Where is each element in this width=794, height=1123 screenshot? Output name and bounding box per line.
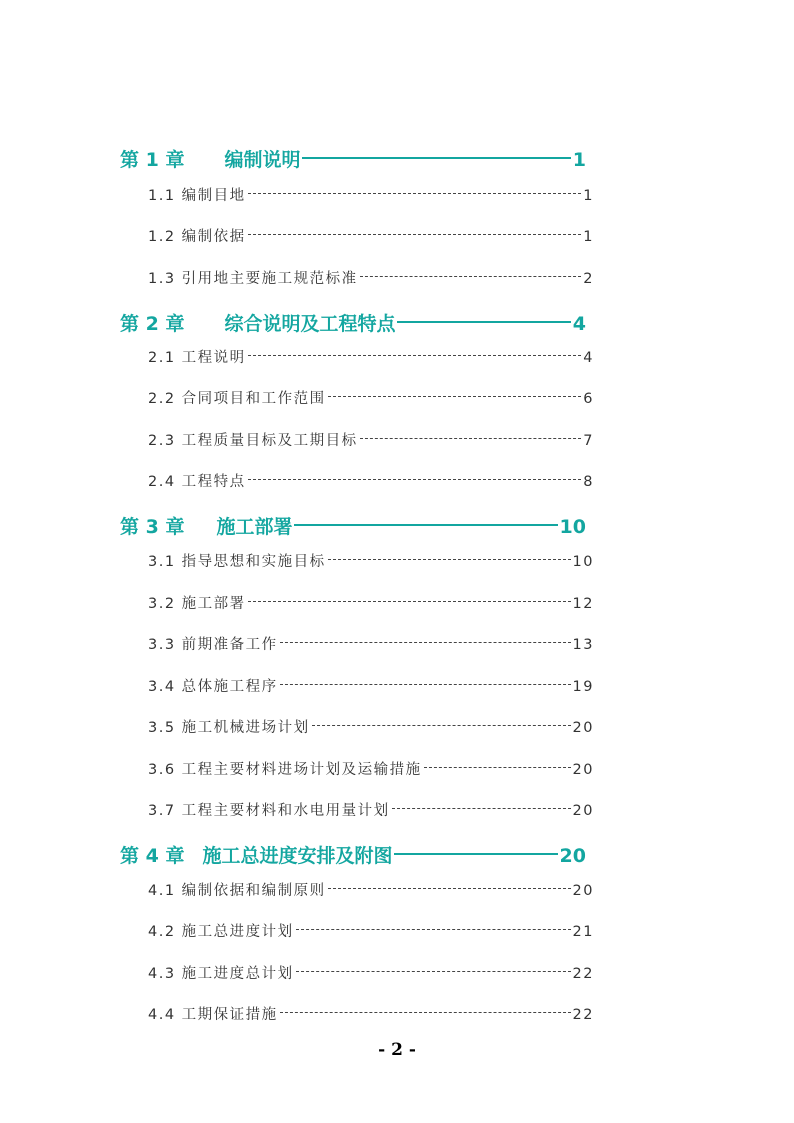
chapter-number: 第 3 章 — [120, 516, 185, 538]
dot-leader — [248, 479, 582, 480]
page-ref: 8 — [583, 474, 594, 490]
page-ref: 19 — [572, 679, 594, 695]
dot-leader — [294, 524, 557, 526]
toc-section-entry[interactable] — [148, 799, 594, 820]
dot-leader — [296, 971, 571, 972]
section-title: 3.4 总体施工程序 — [148, 679, 278, 695]
dot-leader — [312, 725, 571, 726]
chapter-heading — [120, 512, 292, 539]
dot-leader — [328, 888, 571, 889]
toc-section-entry[interactable] — [148, 675, 594, 696]
chapter-number: 第 2 章 — [120, 313, 185, 335]
toc-section-entry[interactable] — [148, 387, 594, 408]
chapter-title: 综合说明及工程特点 — [224, 313, 396, 335]
dot-leader — [360, 276, 582, 277]
dot-leader — [280, 684, 571, 685]
page-ref: 20 — [572, 762, 594, 778]
toc-section-entry[interactable] — [148, 962, 594, 983]
section-title: 2.2 合同项目和工作范围 — [148, 391, 326, 407]
page-ref: 13 — [572, 637, 594, 653]
chapter-title: 编制说明 — [224, 149, 301, 171]
section-title: 4.2 施工总进度计划 — [148, 924, 294, 940]
chapter-number: 第 4 章 — [120, 845, 185, 867]
section-title: 3.6 工程主要材料进场计划及运输措施 — [148, 762, 422, 778]
toc-chapter-entry[interactable] — [120, 841, 586, 868]
toc-section-entry[interactable] — [148, 267, 594, 288]
section-title: 3.5 施工机械进场计划 — [148, 720, 310, 736]
page-ref: 20 — [572, 720, 594, 736]
toc-section-entry[interactable] — [148, 1003, 594, 1024]
section-title: 4.4 工期保证措施 — [148, 1007, 278, 1023]
section-title: 3.3 前期准备工作 — [148, 637, 278, 653]
dot-leader — [248, 601, 571, 602]
dot-leader — [296, 929, 571, 930]
toc-section-entry[interactable] — [148, 470, 594, 491]
section-title: 1.2 编制依据 — [148, 229, 246, 245]
chapter-heading — [120, 841, 392, 868]
dot-leader — [280, 1012, 571, 1013]
chapter-number: 第 1 章 — [120, 149, 185, 171]
toc-section-entry[interactable] — [148, 758, 594, 779]
dot-leader — [280, 642, 571, 643]
page-ref: 12 — [572, 596, 594, 612]
chapter-heading — [120, 145, 300, 172]
page-ref: 6 — [583, 391, 594, 407]
toc-chapter-entry[interactable] — [120, 309, 586, 336]
page-ref: 22 — [572, 1007, 594, 1023]
toc-section-entry[interactable] — [148, 920, 594, 941]
page-ref: 22 — [572, 966, 594, 982]
page-ref: 21 — [572, 924, 594, 940]
page-ref: 20 — [572, 803, 594, 819]
chapter-title: 施工总进度安排及附图 — [202, 845, 393, 867]
page-ref: 4 — [583, 350, 594, 366]
dot-leader — [248, 193, 582, 194]
dot-leader — [360, 438, 582, 439]
section-title: 1.3 引用地主要施工规范标准 — [148, 271, 358, 287]
dot-leader — [328, 396, 582, 397]
toc-section-entry[interactable] — [148, 346, 594, 367]
page-ref: 1 — [583, 229, 594, 245]
dot-leader — [328, 559, 571, 560]
section-title: 4.1 编制依据和编制原则 — [148, 883, 326, 899]
dot-leader — [392, 808, 571, 809]
page-number: - 2 - — [378, 1040, 416, 1060]
toc-chapter-entry[interactable] — [120, 512, 586, 539]
toc-section-entry[interactable] — [148, 716, 594, 737]
page-ref: 1 — [572, 149, 586, 171]
page-ref: 10 — [559, 516, 586, 538]
section-title: 1.1 编制目地 — [148, 188, 246, 204]
chapter-title: 施工部署 — [216, 516, 293, 538]
toc-section-entry[interactable] — [148, 550, 594, 571]
dot-leader — [394, 853, 557, 855]
toc-section-entry[interactable] — [148, 225, 594, 246]
dot-leader — [397, 321, 570, 323]
page-ref: 4 — [572, 313, 586, 335]
section-title: 2.4 工程特点 — [148, 474, 246, 490]
page-ref: 10 — [572, 554, 594, 570]
dot-leader — [424, 767, 571, 768]
toc-section-entry[interactable] — [148, 592, 594, 613]
toc-chapter-entry[interactable] — [120, 145, 586, 172]
page-ref: 7 — [583, 433, 594, 449]
toc-section-entry[interactable] — [148, 633, 594, 654]
section-title: 4.3 施工进度总计划 — [148, 966, 294, 982]
toc-section-entry[interactable] — [148, 879, 594, 900]
section-title: 2.1 工程说明 — [148, 350, 246, 366]
dot-leader — [302, 157, 570, 159]
section-title: 3.7 工程主要材料和水电用量计划 — [148, 803, 390, 819]
page-ref: 20 — [572, 883, 594, 899]
page-ref: 1 — [583, 188, 594, 204]
toc-section-entry[interactable] — [148, 184, 594, 205]
dot-leader — [248, 355, 582, 356]
page-ref: 2 — [583, 271, 594, 287]
dot-leader — [248, 234, 582, 235]
section-title: 3.1 指导思想和实施目标 — [148, 554, 326, 570]
chapter-heading — [120, 309, 395, 336]
section-title: 3.2 施工部署 — [148, 596, 246, 612]
page-ref: 20 — [559, 845, 586, 867]
section-title: 2.3 工程质量目标及工期目标 — [148, 433, 358, 449]
toc-section-entry[interactable] — [148, 429, 594, 450]
